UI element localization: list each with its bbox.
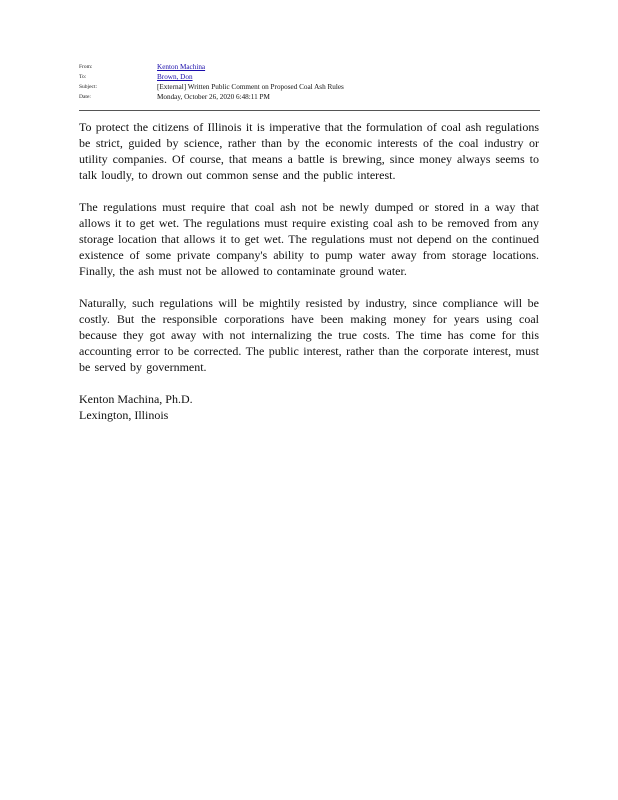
header-subject-row	[79, 82, 539, 92]
subject-value: [External] Written Public Comment on Proposed Coal Ash Rules	[157, 83, 344, 91]
to-link[interactable]: Brown, Don	[157, 73, 193, 81]
to-label: To:	[79, 74, 87, 80]
subject-label: Subject:	[79, 84, 98, 90]
header-to-row	[79, 72, 539, 82]
body-paragraph-1: To protect the citizens of Illinois it is imperative that the formulation of coal ash regulations be strict, guided by science, rather than by the economic interests of the coal industry or utility companies. Of course, that means a battle is brewing, since money always seems to talk loudly, to drown out common sense and the public interest.	[79, 120, 539, 182]
body-paragraph-2: The regulations must require that coal ash not be newly dumped or stored in a way that allows it to get wet. The regulations must require existing coal ash to be removed from any storage location that allows it to get wet. The regulations must not depend on the continued existence of some private company's ability to pump water away from storage locations. Finally, the ash must not be allowed to contaminate ground water.	[79, 200, 539, 278]
signature-name: Kenton Machina, Ph.D.	[79, 392, 193, 406]
signature-block	[79, 391, 539, 423]
signature-location: Lexington, Illinois	[79, 408, 169, 422]
header-divider	[79, 110, 540, 111]
header-from-row	[79, 62, 539, 72]
email-body	[79, 119, 539, 423]
date-value: Monday, October 26, 2020 6:48:11 PM	[157, 93, 270, 101]
body-paragraph-3: Naturally, such regulations will be mightily resisted by industry, since compliance will be costly. But the responsible corporations have been making money for years using coal because they got away with not internalizing the true costs. The time has come for this accounting error to be corrected. The public interest, rather than the corporate interest, must be served by government.	[79, 296, 539, 374]
from-link[interactable]: Kenton Machina	[157, 63, 206, 71]
header-date-row	[79, 92, 539, 102]
email-header	[79, 62, 539, 102]
date-label: Date:	[79, 94, 91, 100]
from-label: From:	[79, 64, 93, 70]
